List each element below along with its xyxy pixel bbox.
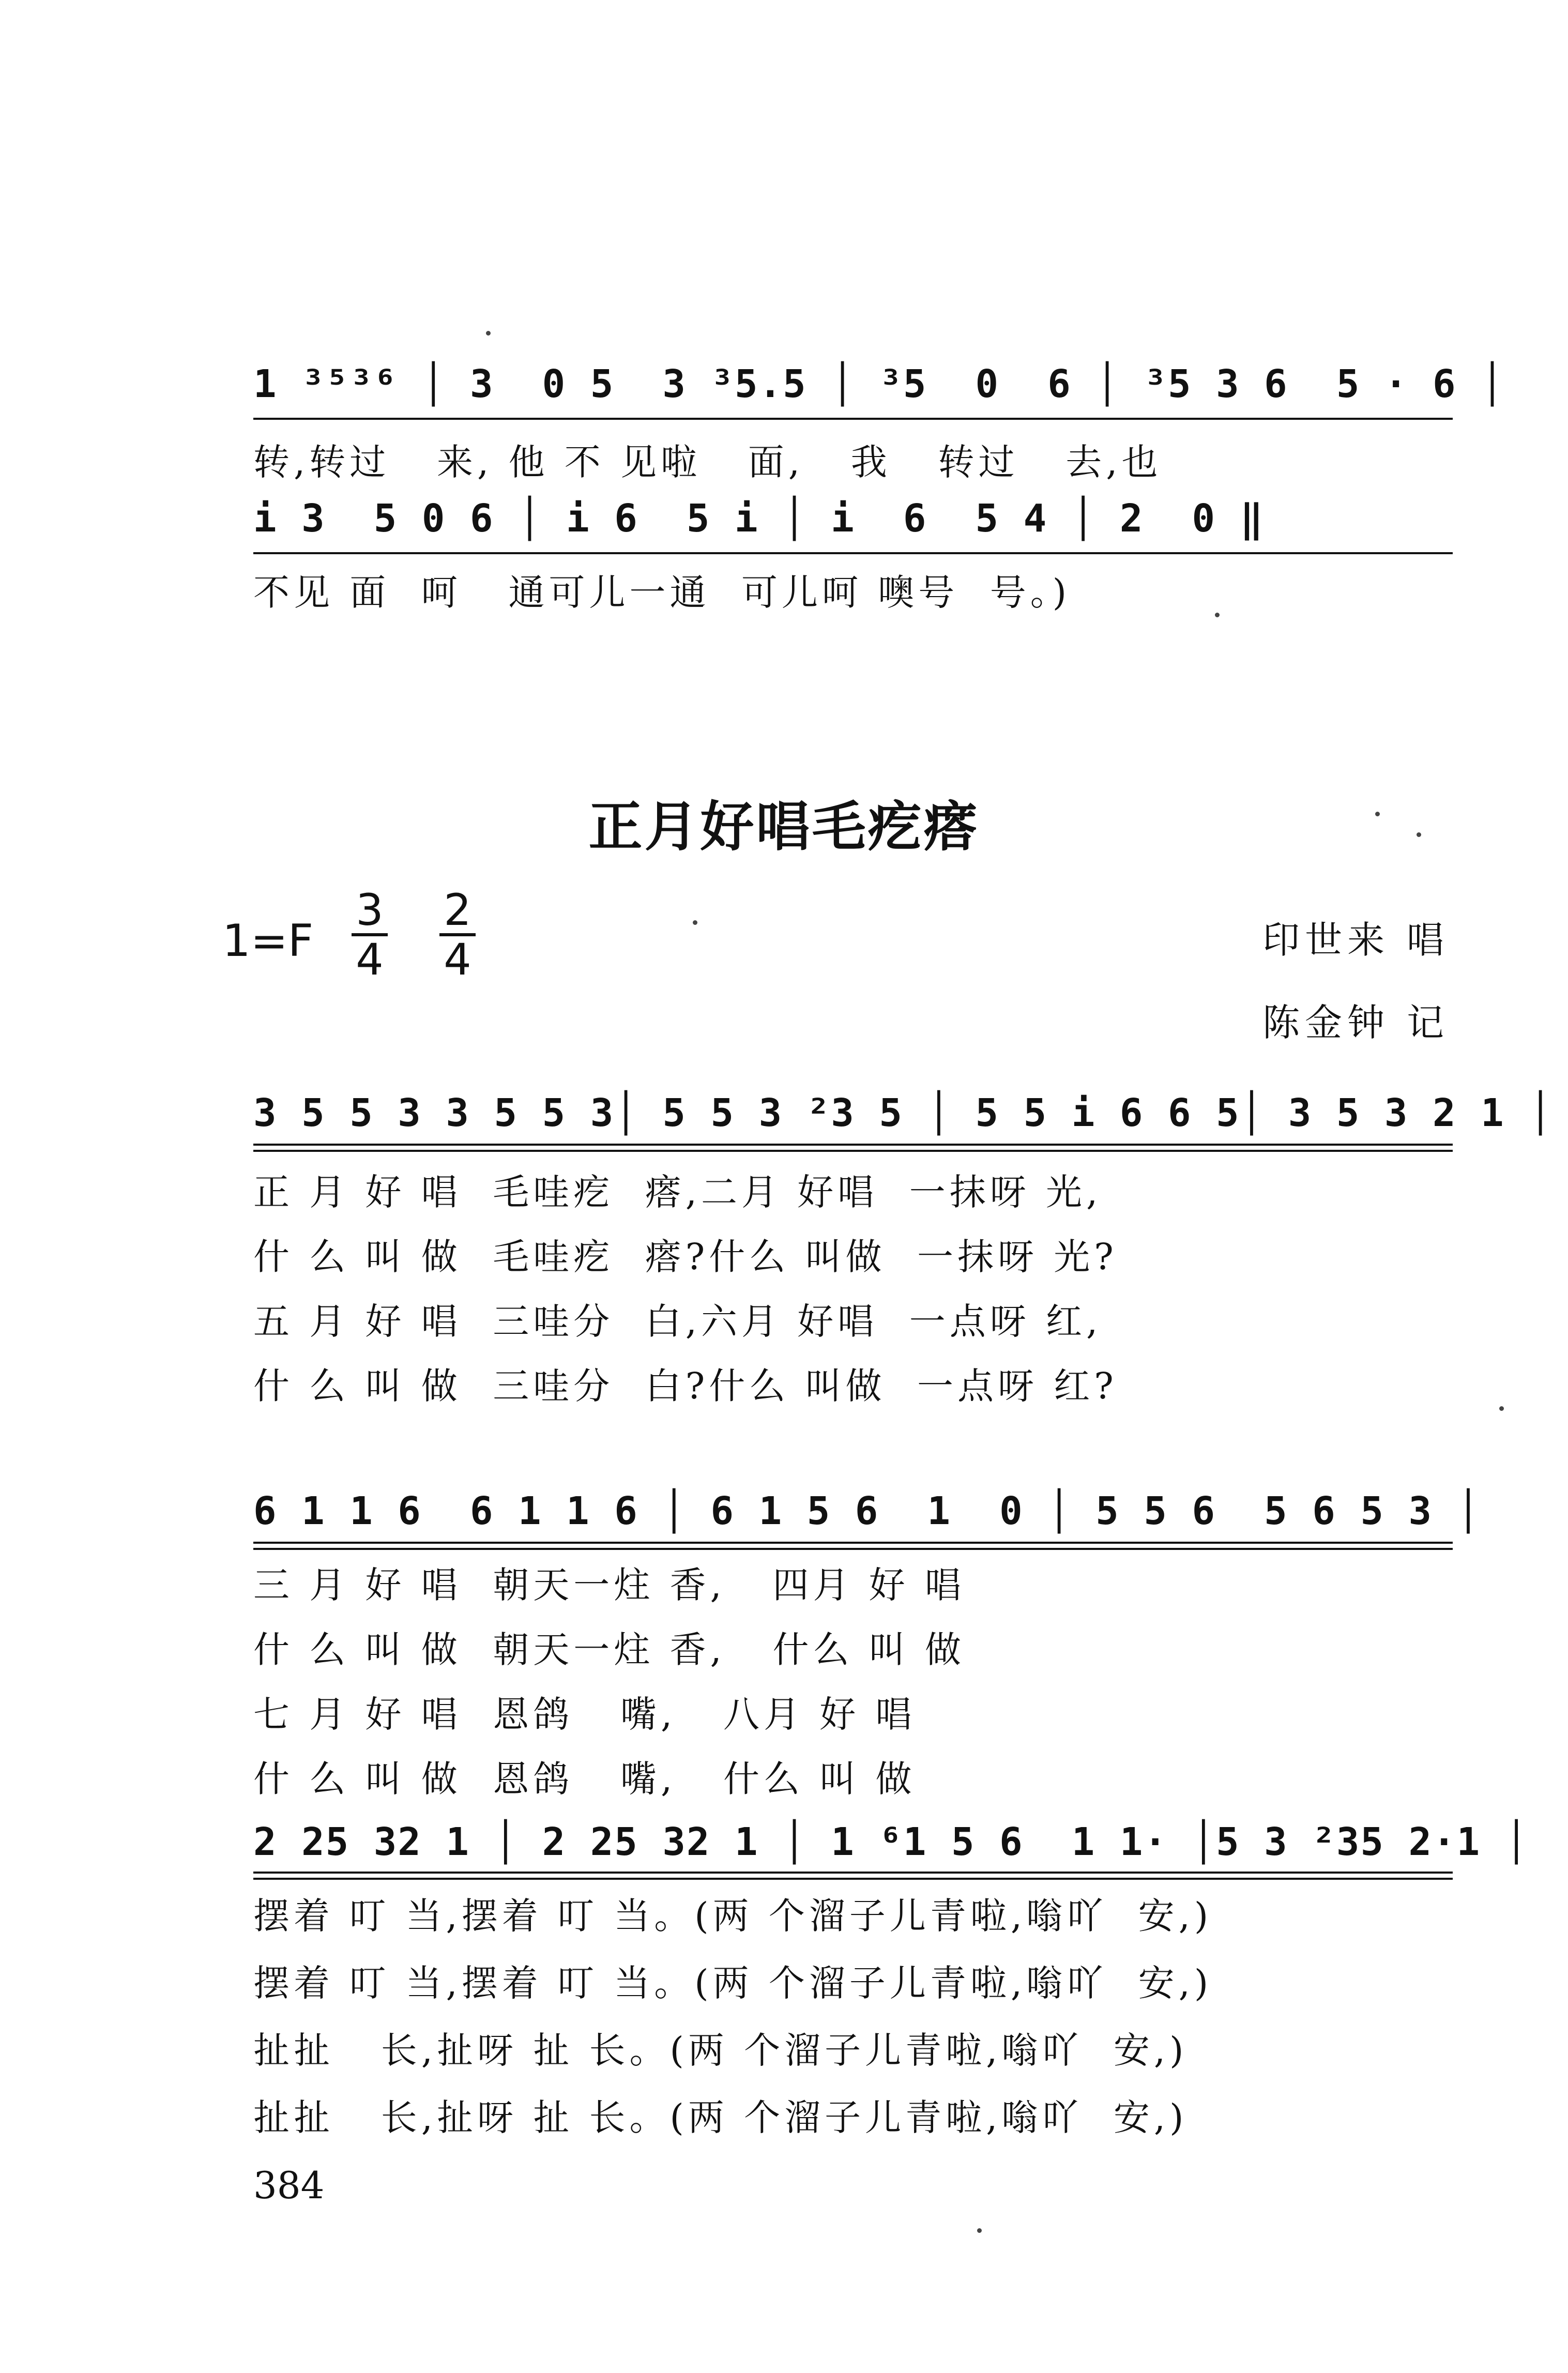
credit-transcriber: 陈金钟 记	[1262, 1001, 1449, 1044]
lyric-row: 扯扯 长,扯呀 扯 长。(两 个溜子儿青啦,嗡吖 安,)	[253, 2029, 1188, 2072]
scan-speck	[1375, 812, 1380, 816]
lyric-row: 转,转过 来, 他 不 见啦 面, 我 转过 去,也	[253, 441, 1162, 483]
credit-singer: 印世来 唱	[1262, 918, 1449, 962]
beam-line	[253, 1878, 1453, 1880]
beam-line	[253, 418, 1453, 420]
scan-speck	[693, 920, 697, 925]
lyric-row: 什 么 叫 做 三哇分 白?什么 叫做 一点呀 红?	[253, 1365, 1118, 1407]
beam-line	[253, 1542, 1453, 1544]
time-signature-top: 2	[444, 885, 471, 935]
key-signature: 1=F	[222, 915, 314, 967]
scan-speck	[1499, 1406, 1504, 1411]
lyric-row: 摆着 叮 当,摆着 叮 当。(两 个溜子儿青啦,嗡吖 安,)	[253, 1962, 1213, 2004]
lyric-row: 正 月 好 唱 毛哇疙 瘩,二月 好唱 一抹呀 光,	[253, 1171, 1102, 1213]
time-signature-bottom: 4	[356, 934, 384, 985]
beam-line	[253, 552, 1453, 554]
song-title: 正月好唱毛疙瘩	[588, 795, 980, 858]
lyric-row: 不见 面 呵 通可儿一通 可儿呵 噢号 号。)	[253, 571, 1071, 614]
lyric-row: 五 月 好 唱 三哇分 白,六月 好唱 一点呀 红,	[253, 1300, 1102, 1343]
beam-line	[253, 1872, 1453, 1874]
notation-row: 1 ³⁵³⁶ │ 3 0 5 3 ³5.5 │ ³5 0 6 │ ³5 3 6 5 · 6 │	[253, 362, 1505, 406]
page-number: 384	[253, 2164, 325, 2207]
lyric-row: 什 么 叫 做 朝天一炷 香, 什么 叫 做	[253, 1629, 966, 1671]
beam-line	[253, 1150, 1453, 1152]
scan-speck	[977, 2228, 982, 2233]
time-signature	[344, 887, 395, 983]
notation-row: i 3 5 0 6 │ i 6 5 i │ i 6 5 4 │ 2 0 ‖	[253, 496, 1265, 541]
scan-speck	[486, 331, 491, 336]
lyric-row: 什 么 叫 做 毛哇疙 瘩?什么 叫做 一抹呀 光?	[253, 1236, 1118, 1278]
lyric-row: 扯扯 长,扯呀 扯 长。(两 个溜子儿青啦,嗡吖 安,)	[253, 2096, 1188, 2139]
lyric-row: 七 月 好 唱 恩鸽 嘴, 八月 好 唱	[253, 1693, 916, 1736]
notation-row: 6 1 1 6 6 1 1 6 │ 6 1 5 6 1 0 │ 5 5 6 5 6 5 3 │	[253, 1489, 1481, 1533]
scan-speck	[1215, 613, 1220, 617]
time-signature-bottom: 4	[444, 934, 471, 985]
lyric-row: 摆着 叮 当,摆着 叮 当。(两 个溜子儿青啦,嗡吖 安,)	[253, 1895, 1213, 1937]
beam-line	[253, 1548, 1453, 1550]
lyric-row: 三 月 好 唱 朝天一炷 香, 四月 好 唱	[253, 1564, 966, 1606]
notation-row: 2 25 32 1 │ 2 25 32 1 │ 1 ⁶1 5 6 1 1· │5 3 ²35 2·1 │	[253, 1820, 1529, 1864]
lyric-row: 什 么 叫 做 恩鸽 嘴, 什么 叫 做	[253, 1758, 916, 1800]
notation-row: 3 5 5 3 3 5 5 3│ 5 5 3 ²3 5 │ 5 5 i 6 6 5│ 3 5 3 2 1 │	[253, 1091, 1553, 1135]
time-signature	[432, 887, 483, 983]
time-signature-top: 3	[356, 885, 384, 935]
scan-speck	[1417, 832, 1421, 837]
beam-line	[253, 1144, 1453, 1146]
